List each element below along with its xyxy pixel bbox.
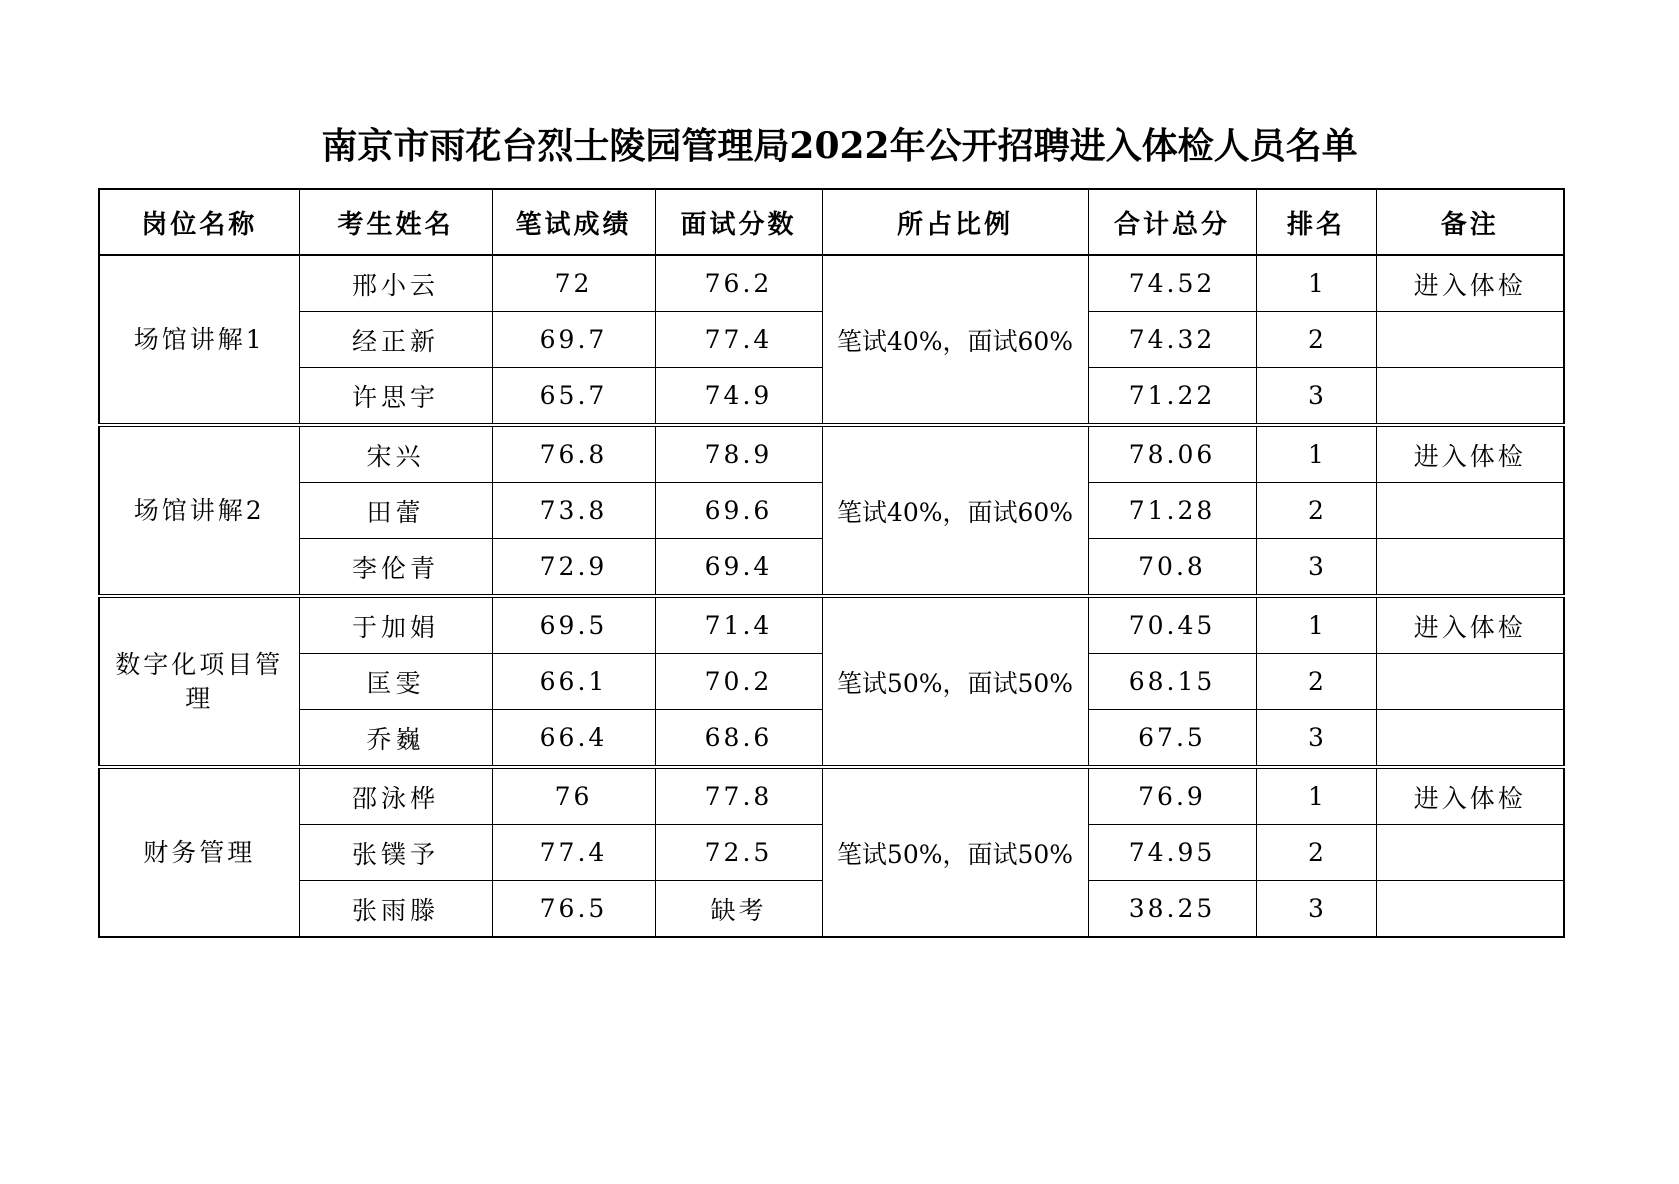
rank: 2 [1256,825,1376,881]
header-total-score: 合计总分 [1088,189,1256,255]
rank: 2 [1256,654,1376,710]
post-cell: 场馆讲解2 [99,425,299,596]
written-score: 69.5 [492,596,655,654]
total-score: 67.5 [1088,710,1256,768]
remark: 进入体检 [1376,767,1564,825]
rank: 1 [1256,255,1376,312]
written-score: 65.7 [492,368,655,426]
total-score: 70.8 [1088,539,1256,597]
candidate-name: 乔巍 [299,710,492,768]
written-score: 76 [492,767,655,825]
interview-score: 69.4 [655,539,822,597]
interview-score: 77.8 [655,767,822,825]
written-score: 66.1 [492,654,655,710]
remark [1376,312,1564,368]
header-written-score: 笔试成绩 [492,189,655,255]
interview-score: 69.6 [655,483,822,539]
candidate-name: 邢小云 [299,255,492,312]
rank: 2 [1256,312,1376,368]
interview-score: 76.2 [655,255,822,312]
candidate-name: 于加娟 [299,596,492,654]
candidate-name: 邵泳桦 [299,767,492,825]
remark: 进入体检 [1376,255,1564,312]
candidate-name: 田蕾 [299,483,492,539]
rank: 1 [1256,767,1376,825]
ratio-cell: 笔试50%，面试50% [822,596,1088,767]
interview-score: 77.4 [655,312,822,368]
total-score: 70.45 [1088,596,1256,654]
rank: 3 [1256,539,1376,597]
rank: 3 [1256,881,1376,938]
remark [1376,710,1564,768]
table-row [99,255,1564,312]
rank: 3 [1256,368,1376,426]
total-score: 76.9 [1088,767,1256,825]
interview-score: 74.9 [655,368,822,426]
remark [1376,881,1564,938]
remark [1376,825,1564,881]
total-score: 78.06 [1088,425,1256,483]
candidate-table [98,188,1565,938]
candidate-name: 李伦青 [299,539,492,597]
interview-score: 68.6 [655,710,822,768]
written-score: 66.4 [492,710,655,768]
total-score: 38.25 [1088,881,1256,938]
written-score: 73.8 [492,483,655,539]
header-row [99,189,1564,255]
written-score: 72.9 [492,539,655,597]
header-interview-score: 面试分数 [655,189,822,255]
ratio-cell: 笔试50%，面试50% [822,767,1088,937]
remark: 进入体检 [1376,596,1564,654]
ratio-cell: 笔试40%，面试60% [822,255,1088,425]
rank: 2 [1256,483,1376,539]
written-score: 76.5 [492,881,655,938]
written-score: 69.7 [492,312,655,368]
header-ratio: 所占比例 [822,189,1088,255]
written-score: 72 [492,255,655,312]
total-score: 74.32 [1088,312,1256,368]
candidate-name: 张雨滕 [299,881,492,938]
header-remark: 备注 [1376,189,1564,255]
interview-score: 71.4 [655,596,822,654]
total-score: 74.95 [1088,825,1256,881]
document-title: 南京市雨花台烈士陵园管理局2022年公开招聘进入体检人员名单 [321,125,1358,167]
written-score: 77.4 [492,825,655,881]
candidate-name: 许思宇 [299,368,492,426]
table-row [99,767,1564,825]
total-score: 74.52 [1088,255,1256,312]
table-row [99,425,1564,483]
written-score: 76.8 [492,425,655,483]
remark [1376,539,1564,597]
header-post: 岗位名称 [99,189,299,255]
remark [1376,368,1564,426]
candidate-name: 张镤予 [299,825,492,881]
remark [1376,483,1564,539]
remark: 进入体检 [1376,425,1564,483]
header-rank: 排名 [1256,189,1376,255]
ratio-cell: 笔试40%，面试60% [822,425,1088,596]
candidate-name: 经正新 [299,312,492,368]
post-cell: 数字化项目管理 [99,596,299,767]
candidate-name: 宋兴 [299,425,492,483]
table-row [99,596,1564,654]
total-score: 71.28 [1088,483,1256,539]
rank: 3 [1256,710,1376,768]
total-score: 68.15 [1088,654,1256,710]
interview-score: 70.2 [655,654,822,710]
remark [1376,654,1564,710]
interview-score: 72.5 [655,825,822,881]
post-cell: 财务管理 [99,767,299,937]
rank: 1 [1256,596,1376,654]
header-name: 考生姓名 [299,189,492,255]
candidate-name: 匡雯 [299,654,492,710]
post-cell: 场馆讲解1 [99,255,299,425]
total-score: 71.22 [1088,368,1256,426]
interview-score: 78.9 [655,425,822,483]
interview-score: 缺考 [655,881,822,938]
rank: 1 [1256,425,1376,483]
